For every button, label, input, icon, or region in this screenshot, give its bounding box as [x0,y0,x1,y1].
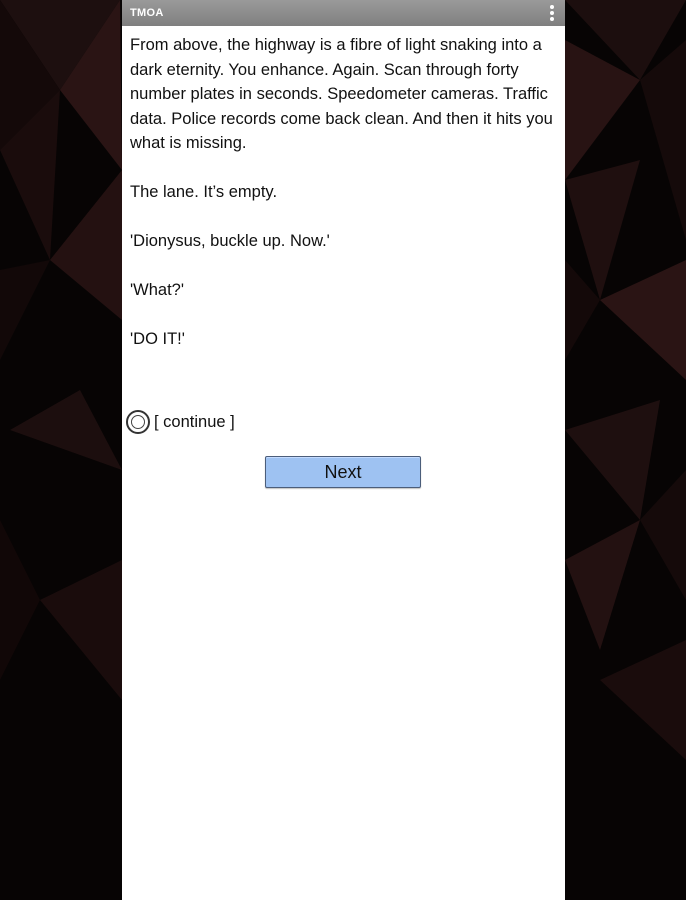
story-paragraph: 'Dionysus, buckle up. Now.' [130,232,330,250]
story-paragraph: 'What?' [130,281,184,299]
title-bar [122,0,565,26]
next-button[interactable]: Next [265,456,421,488]
radio-button-icon[interactable] [126,410,150,434]
choice-continue[interactable] [126,408,235,436]
story-text [130,33,560,376]
story-paragraph: From above, the highway is a fibre of light snaking into a dark eternity. You enhance. Again. Scan through forty number plates in seconds. Speedometer cameras. Traffic data. Police records come back clean. And then it hits you what is missing. [130,36,553,152]
choice-label: [ continue ] [154,412,235,431]
story-paragraph: 'DO IT!' [130,330,185,348]
app-title: TMOA [130,7,164,19]
story-paragraph: The lane. It’s empty. [130,183,278,201]
story-panel [122,0,565,900]
more-vertical-icon[interactable] [545,3,559,23]
